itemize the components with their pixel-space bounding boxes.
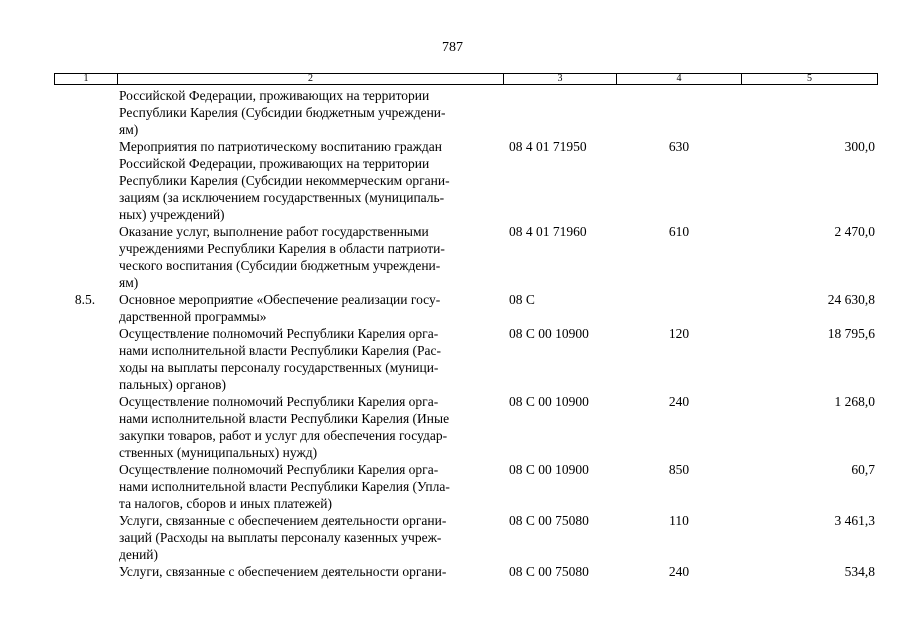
row-name-line: заций (Расходы на выплаты персоналу казенных учреж- [119,530,442,545]
table-row [0,138,905,223]
row-name-line: ям) [119,275,139,290]
row-expense-type: 850 [668,462,690,477]
row-name [119,138,491,223]
row-code: 08 С 00 10900 [509,326,589,341]
row-name [119,512,491,563]
row-name-line: Услуги, связанные с обеспечением деятельности органи- [119,513,447,528]
row-name-line: зациям (за исключением государственных (муниципаль- [119,190,445,205]
row-name-line: дений) [119,547,159,562]
row-sum: 534,8 [844,564,875,579]
row-sum: 300,0 [844,139,875,154]
row-code: 08 С 00 10900 [509,394,589,409]
row-sum: 2 470,0 [834,224,875,239]
row-name [119,223,491,291]
row-expense-type: 630 [668,139,690,154]
row-code: 08 С [509,292,535,307]
page-number: 787 [442,40,463,55]
row-sum: 24 630,8 [827,292,875,307]
table-row [0,291,905,325]
row-name-line: нами исполнительной власти Республики Карелия (Упла- [119,479,450,494]
header-col-5: 5 [807,73,812,84]
table-row [0,223,905,291]
row-name-line: ям) [119,122,139,137]
row-name [119,291,491,325]
row-name-line: ческого воспитания (Субсидии бюджетным учреждени- [119,258,441,273]
header-col-4: 4 [617,74,742,84]
header-col-1: 1 [55,74,118,84]
row-name-line: ных) учреждений) [119,207,225,222]
row-expense-type: 610 [668,224,690,239]
row-code: 08 4 01 71960 [509,224,587,239]
table-row [0,393,905,461]
row-name [119,461,491,512]
row-name-line: Осуществление полномочий Республики Карелия орга- [119,462,439,477]
table-row [0,87,905,138]
row-name-line: ственных (муниципальных) нужд) [119,445,318,460]
row-expense-type: 120 [668,326,690,341]
row-sum: 3 461,3 [834,513,875,528]
row-code: 08 С 00 10900 [509,462,589,477]
row-code: 08 4 01 71950 [509,139,587,154]
row-expense-type: 110 [669,513,689,528]
row-name-line: Оказание услуг, выполнение работ государственными [119,224,429,239]
row-sum: 18 795,6 [827,326,875,341]
row-expense-type: 240 [668,564,690,579]
row-name-line: Республики Карелия (Субсидии бюджетным учреждени- [119,105,446,120]
row-name [119,563,491,580]
row-number: 8.5. [74,292,96,307]
row-name [119,393,491,461]
row-name-line: Российской Федерации, проживающих на территории [119,156,430,171]
row-name-line: та налогов, сборов и иных платежей) [119,496,332,511]
row-name-line: Основное мероприятие «Обеспечение реализации госу- [119,292,441,307]
table-header-row [54,73,878,85]
row-name-line: Мероприятия по патриотическому воспитанию граждан [119,139,442,154]
row-name [119,325,491,393]
header-col-2: 2 [118,74,504,84]
row-name-line: Российской Федерации, проживающих на территории [119,88,430,103]
header-col-3: 3 [504,74,617,84]
row-name [119,87,491,138]
table-row [0,325,905,393]
table-row [0,563,905,580]
row-name-line: Осуществление полномочий Республики Карелия орга- [119,394,439,409]
table-row [0,512,905,563]
row-name-line: нами исполнительной власти Республики Карелия (Рас- [119,343,442,358]
row-name-line: учреждениями Республики Карелия в области патриоти- [119,241,445,256]
row-name-line: Республики Карелия (Субсидии некоммерческим органи- [119,173,450,188]
row-sum: 60,7 [851,462,875,477]
row-name-line: закупки товаров, работ и услуг для обеспечения государ- [119,428,448,443]
row-expense-type: 240 [668,394,690,409]
row-code: 08 С 00 75080 [509,513,589,528]
row-name-line: пальных) органов) [119,377,227,392]
row-name-line: Осуществление полномочий Республики Карелия орга- [119,326,439,341]
row-name-line: Услуги, связанные с обеспечением деятельности органи- [119,564,447,579]
row-code: 08 С 00 75080 [509,564,589,579]
table-body [0,87,905,580]
row-name-line: ходы на выплаты персоналу государственных (муници- [119,360,439,375]
row-name-line: нами исполнительной власти Республики Карелия (Иные [119,411,450,426]
row-name-line: дарственной программы» [119,309,267,324]
table-row [0,461,905,512]
row-sum: 1 268,0 [834,394,875,409]
